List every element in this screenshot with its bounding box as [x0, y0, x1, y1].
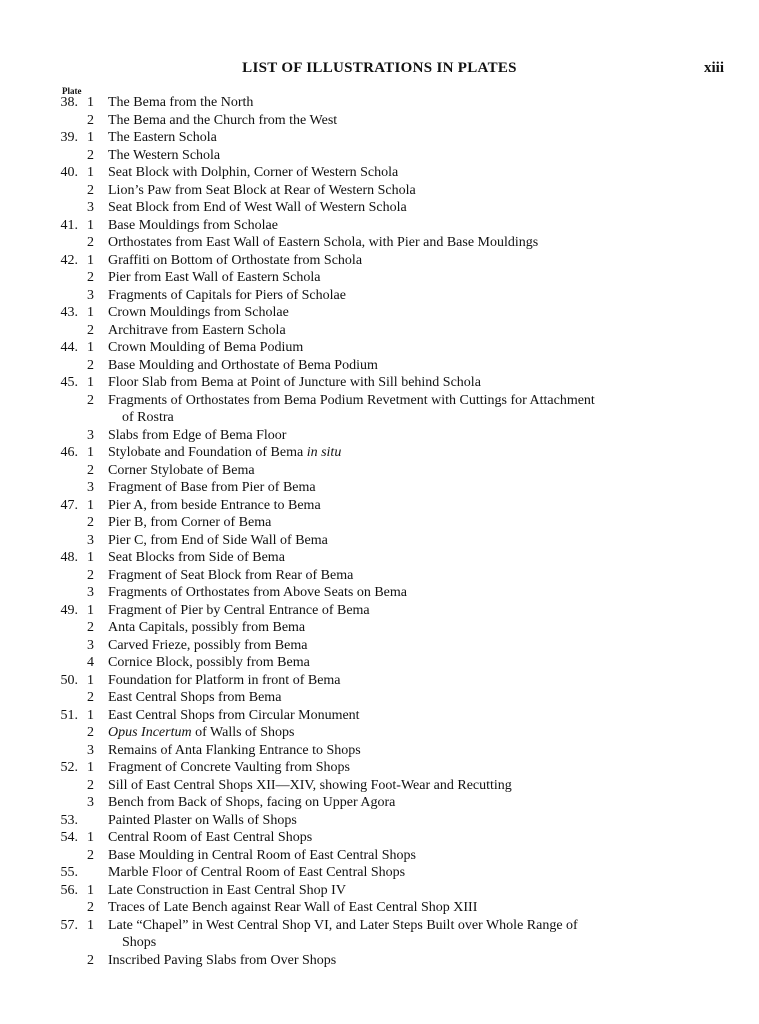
caption-text: Orthostates from East Wall of Eastern Schola, with Pier and Base Mouldings [108, 235, 539, 250]
illustration-caption [108, 164, 708, 182]
figure-number: 3 [87, 427, 94, 443]
illustration-caption [108, 444, 708, 462]
plate-number: 47. [60, 497, 78, 513]
caption-text: Cornice Block, possibly from Bema [108, 655, 310, 670]
illustration-caption [108, 427, 708, 445]
figure-number: 2 [87, 147, 94, 163]
figure-number: 3 [87, 742, 94, 758]
figure-number: 3 [87, 795, 94, 810]
figure-number: 1 [87, 130, 94, 145]
illustration-caption [108, 724, 708, 742]
figure-number: 1 [87, 375, 94, 390]
illustration-caption [108, 287, 708, 305]
list-item [0, 462, 759, 480]
caption-text: East Central Shops from Bema [108, 690, 282, 705]
plate-number: 49. [60, 602, 78, 618]
figure-number: 1 [87, 550, 94, 565]
plate-number: 45. [60, 375, 78, 390]
figure-number: 3 [87, 480, 94, 495]
illustration-caption [108, 147, 708, 165]
illustration-caption [108, 812, 708, 830]
illustration-caption [108, 759, 708, 777]
figure-number: 2 [87, 357, 94, 373]
list-item [0, 357, 759, 375]
caption-text: Inscribed Paving Slabs from Over Shops [108, 952, 337, 968]
list-item [0, 304, 759, 322]
caption-text: Pier C, from End of Side Wall of Bema [108, 532, 328, 548]
list-item [0, 619, 759, 637]
caption-text: Crown Moulding of Bema Podium [108, 340, 304, 355]
figure-number: 1 [87, 672, 94, 688]
illustration-caption [108, 112, 708, 130]
figure-number: 2 [87, 182, 94, 198]
illustration-caption [108, 94, 708, 112]
figure-number: 3 [87, 585, 94, 600]
caption-text: Graffiti on Bottom of Orthostate from Schola [108, 252, 363, 268]
illustration-caption [108, 567, 708, 585]
figure-number: 2 [87, 725, 94, 740]
figure-number: 1 [87, 882, 94, 898]
illustration-caption [108, 602, 708, 620]
list-item [0, 182, 759, 200]
list-item [0, 339, 759, 357]
list-item [0, 129, 759, 147]
illustration-caption [108, 794, 708, 812]
plate-number: 40. [60, 165, 78, 180]
figure-number: 1 [87, 252, 94, 268]
figure-number: 1 [87, 445, 94, 460]
list-item [0, 829, 759, 847]
list-item [0, 899, 759, 917]
caption-text: Base Moulding and Orthostate of Bema Podium [108, 357, 378, 373]
list-item [0, 234, 759, 252]
figure-number: 1 [87, 165, 94, 180]
figure-number: 1 [87, 917, 94, 933]
caption-text: Crown Mouldings from Scholae [108, 305, 289, 320]
figure-number: 2 [87, 322, 94, 338]
figure-number: 1 [87, 830, 94, 845]
list-item [0, 427, 759, 445]
figure-number: 1 [87, 707, 94, 723]
list-item [0, 952, 759, 970]
caption-italic-text: Opus Incertum [108, 725, 192, 740]
figure-number: 2 [87, 112, 94, 128]
list-item [0, 864, 759, 882]
illustration-caption [108, 392, 708, 427]
figure-number: 2 [87, 690, 94, 705]
illustration-caption [108, 882, 708, 900]
figure-number: 2 [87, 952, 94, 968]
caption-text: Fragments of Orthostates from Above Seats on Bema [108, 585, 408, 600]
plate-number: 46. [60, 445, 78, 460]
illustration-caption [108, 199, 708, 217]
plate-number: 50. [60, 672, 78, 688]
caption-text: Late “Chapel” in West Central Shop VI, and Later Steps Built over Whole Range of [108, 917, 578, 933]
illustration-list [0, 94, 759, 969]
list-item [0, 164, 759, 182]
list-item [0, 672, 759, 690]
illustration-caption [108, 374, 708, 392]
plate-number: 54. [60, 830, 78, 845]
caption-text: Carved Frieze, possibly from Bema [108, 637, 308, 653]
list-item [0, 147, 759, 165]
illustration-caption [108, 322, 708, 340]
caption-text: Marble Floor of Central Room of East Central Shops [108, 865, 406, 880]
figure-number: 2 [87, 392, 94, 408]
illustration-caption [108, 339, 708, 357]
illustration-caption [108, 584, 708, 602]
plate-number: 57. [60, 917, 78, 933]
caption-text: Base Mouldings from Scholae [108, 217, 278, 233]
caption-text: Corner Stylobate of Bema [108, 462, 255, 478]
illustration-caption [108, 742, 708, 760]
caption-text: Traces of Late Bench against Rear Wall of East Central Shop XIII [108, 900, 478, 915]
figure-number: 2 [87, 900, 94, 915]
list-item [0, 549, 759, 567]
plate-number: 56. [60, 882, 78, 898]
list-item [0, 567, 759, 585]
caption-text: The Western Schola [108, 147, 221, 163]
figure-number: 1 [87, 340, 94, 355]
list-item [0, 199, 759, 217]
illustration-caption [108, 462, 708, 480]
list-item [0, 759, 759, 777]
caption-text: Fragment of Pier by Central Entrance of Bema [108, 602, 370, 618]
list-item [0, 777, 759, 795]
caption-text: Base Moulding in Central Room of East Central Shops [108, 847, 416, 863]
caption-text: of Walls of Shops [191, 725, 295, 740]
illustration-caption [108, 899, 708, 917]
illustration-caption [108, 619, 708, 637]
caption-text: Lion’s Paw from Seat Block at Rear of Western Schola [108, 182, 416, 198]
list-item [0, 322, 759, 340]
illustration-caption [108, 532, 708, 550]
caption-text: Central Room of East Central Shops [108, 830, 313, 845]
plate-number: 42. [60, 252, 78, 268]
list-item [0, 847, 759, 865]
list-item [0, 217, 759, 235]
plate-number: 44. [60, 340, 78, 355]
caption-text: Pier B, from Corner of Bema [108, 515, 272, 530]
figure-number: 4 [87, 655, 94, 670]
illustration-caption [108, 829, 708, 847]
illustration-caption [108, 304, 708, 322]
list-item [0, 374, 759, 392]
page-title: LIST OF ILLUSTRATIONS IN PLATES [242, 60, 517, 76]
figure-number: 2 [87, 567, 94, 583]
plate-number: 55. [60, 865, 78, 880]
caption-continuation: Shops [122, 935, 157, 950]
caption-text: Bench from Back of Shops, facing on Upper Agora [108, 795, 396, 810]
caption-text: Fragments of Capitals for Piers of Scholae [108, 287, 346, 303]
page-number: xiii [703, 60, 724, 76]
illustration-caption [108, 234, 708, 252]
caption-text: Seat Block from End of West Wall of Western Schola [108, 200, 407, 215]
caption-text: Fragment of Seat Block from Rear of Bema [108, 567, 354, 583]
illustration-caption [108, 497, 708, 515]
figure-number: 1 [87, 760, 94, 775]
illustration-caption [108, 689, 708, 707]
figure-number: 3 [87, 532, 94, 548]
illustration-caption [108, 549, 708, 567]
caption-text: Pier A, from beside Entrance to Bema [108, 497, 321, 513]
list-item [0, 742, 759, 760]
illustration-caption [108, 252, 708, 270]
figure-number: 3 [87, 287, 94, 303]
caption-text: The Bema from the North [108, 95, 254, 110]
caption-text: Remains of Anta Flanking Entrance to Shops [108, 742, 361, 758]
caption-text: Fragment of Base from Pier of Bema [108, 480, 316, 495]
list-item [0, 917, 759, 952]
list-item [0, 479, 759, 497]
list-item [0, 812, 759, 830]
plate-column-label: Plate [62, 86, 82, 96]
plate-number: 48. [60, 550, 78, 565]
figure-number: 1 [87, 95, 94, 110]
illustration-caption [108, 182, 708, 200]
caption-text: Architrave from Eastern Schola [108, 322, 286, 338]
illustration-caption [108, 269, 708, 287]
illustration-caption [108, 672, 708, 690]
caption-text: Fragment of Concrete Vaulting from Shops [108, 760, 350, 775]
caption-text: Foundation for Platform in front of Bema [108, 672, 341, 688]
illustration-caption [108, 847, 708, 865]
list-item [0, 584, 759, 602]
figure-number: 1 [87, 602, 94, 618]
list-item [0, 392, 759, 427]
list-item [0, 112, 759, 130]
caption-text: The Eastern Schola [108, 130, 217, 145]
caption-text: Late Construction in East Central Shop IV [108, 882, 346, 898]
illustration-caption [108, 479, 708, 497]
figure-number: 2 [87, 620, 94, 635]
figure-number: 2 [87, 515, 94, 530]
plate-number: 53. [60, 812, 78, 828]
caption-text: Floor Slab from Bema at Point of Juncture with Sill behind Schola [108, 375, 481, 390]
list-item [0, 882, 759, 900]
illustration-caption [108, 777, 708, 795]
figure-number: 2 [87, 235, 94, 250]
caption-text: East Central Shops from Circular Monument [108, 707, 360, 723]
plate-number: 41. [60, 217, 78, 233]
list-item [0, 287, 759, 305]
list-item [0, 94, 759, 112]
list-item [0, 654, 759, 672]
plate-number: 43. [60, 305, 78, 320]
caption-text: Sill of East Central Shops XII—XIV, showing Foot-Wear and Recutting [108, 777, 512, 793]
list-item [0, 724, 759, 742]
caption-text: Painted Plaster on Walls of Shops [108, 812, 297, 828]
illustration-caption [108, 129, 708, 147]
list-item [0, 269, 759, 287]
plate-number: 51. [60, 707, 78, 723]
figure-number: 3 [87, 200, 94, 215]
caption-text: Slabs from Edge of Bema Floor [108, 427, 287, 443]
illustration-caption [108, 864, 708, 882]
figure-number: 1 [87, 305, 94, 320]
illustration-caption [108, 917, 708, 952]
figure-number: 2 [87, 270, 94, 285]
caption-text: Stylobate and Foundation of Bema [108, 445, 307, 460]
caption-text: Seat Blocks from Side of Bema [108, 550, 285, 565]
caption-continuation: of Rostra [122, 410, 174, 425]
caption-text: Fragments of Orthostates from Bema Podium Revetment with Cuttings for Attachment [108, 392, 595, 408]
caption-italic-text: in situ [306, 445, 342, 460]
list-item [0, 794, 759, 812]
illustration-caption [108, 357, 708, 375]
figure-number: 2 [87, 462, 94, 478]
illustration-caption [108, 707, 708, 725]
figure-number: 1 [87, 217, 94, 233]
plate-number: 52. [60, 760, 78, 775]
caption-text: Anta Capitals, possibly from Bema [108, 620, 306, 635]
figure-number: 3 [87, 637, 94, 653]
figure-number: 2 [87, 777, 94, 793]
illustration-caption [108, 637, 708, 655]
illustration-caption [108, 654, 708, 672]
list-item [0, 689, 759, 707]
list-item [0, 602, 759, 620]
figure-number: 2 [87, 847, 94, 863]
list-item [0, 707, 759, 725]
caption-text: The Bema and the Church from the West [108, 112, 338, 128]
figure-number: 1 [87, 497, 94, 513]
caption-text: Seat Block with Dolphin, Corner of Western Schola [108, 165, 399, 180]
illustration-caption [108, 217, 708, 235]
list-item [0, 497, 759, 515]
plate-number: 38. [60, 95, 78, 110]
list-item [0, 514, 759, 532]
plate-number: 39. [60, 130, 78, 145]
illustration-caption [108, 514, 708, 532]
list-item [0, 637, 759, 655]
list-item [0, 252, 759, 270]
list-item [0, 444, 759, 462]
caption-text: Pier from East Wall of Eastern Schola [108, 270, 321, 285]
illustration-caption [108, 952, 708, 970]
list-item [0, 532, 759, 550]
